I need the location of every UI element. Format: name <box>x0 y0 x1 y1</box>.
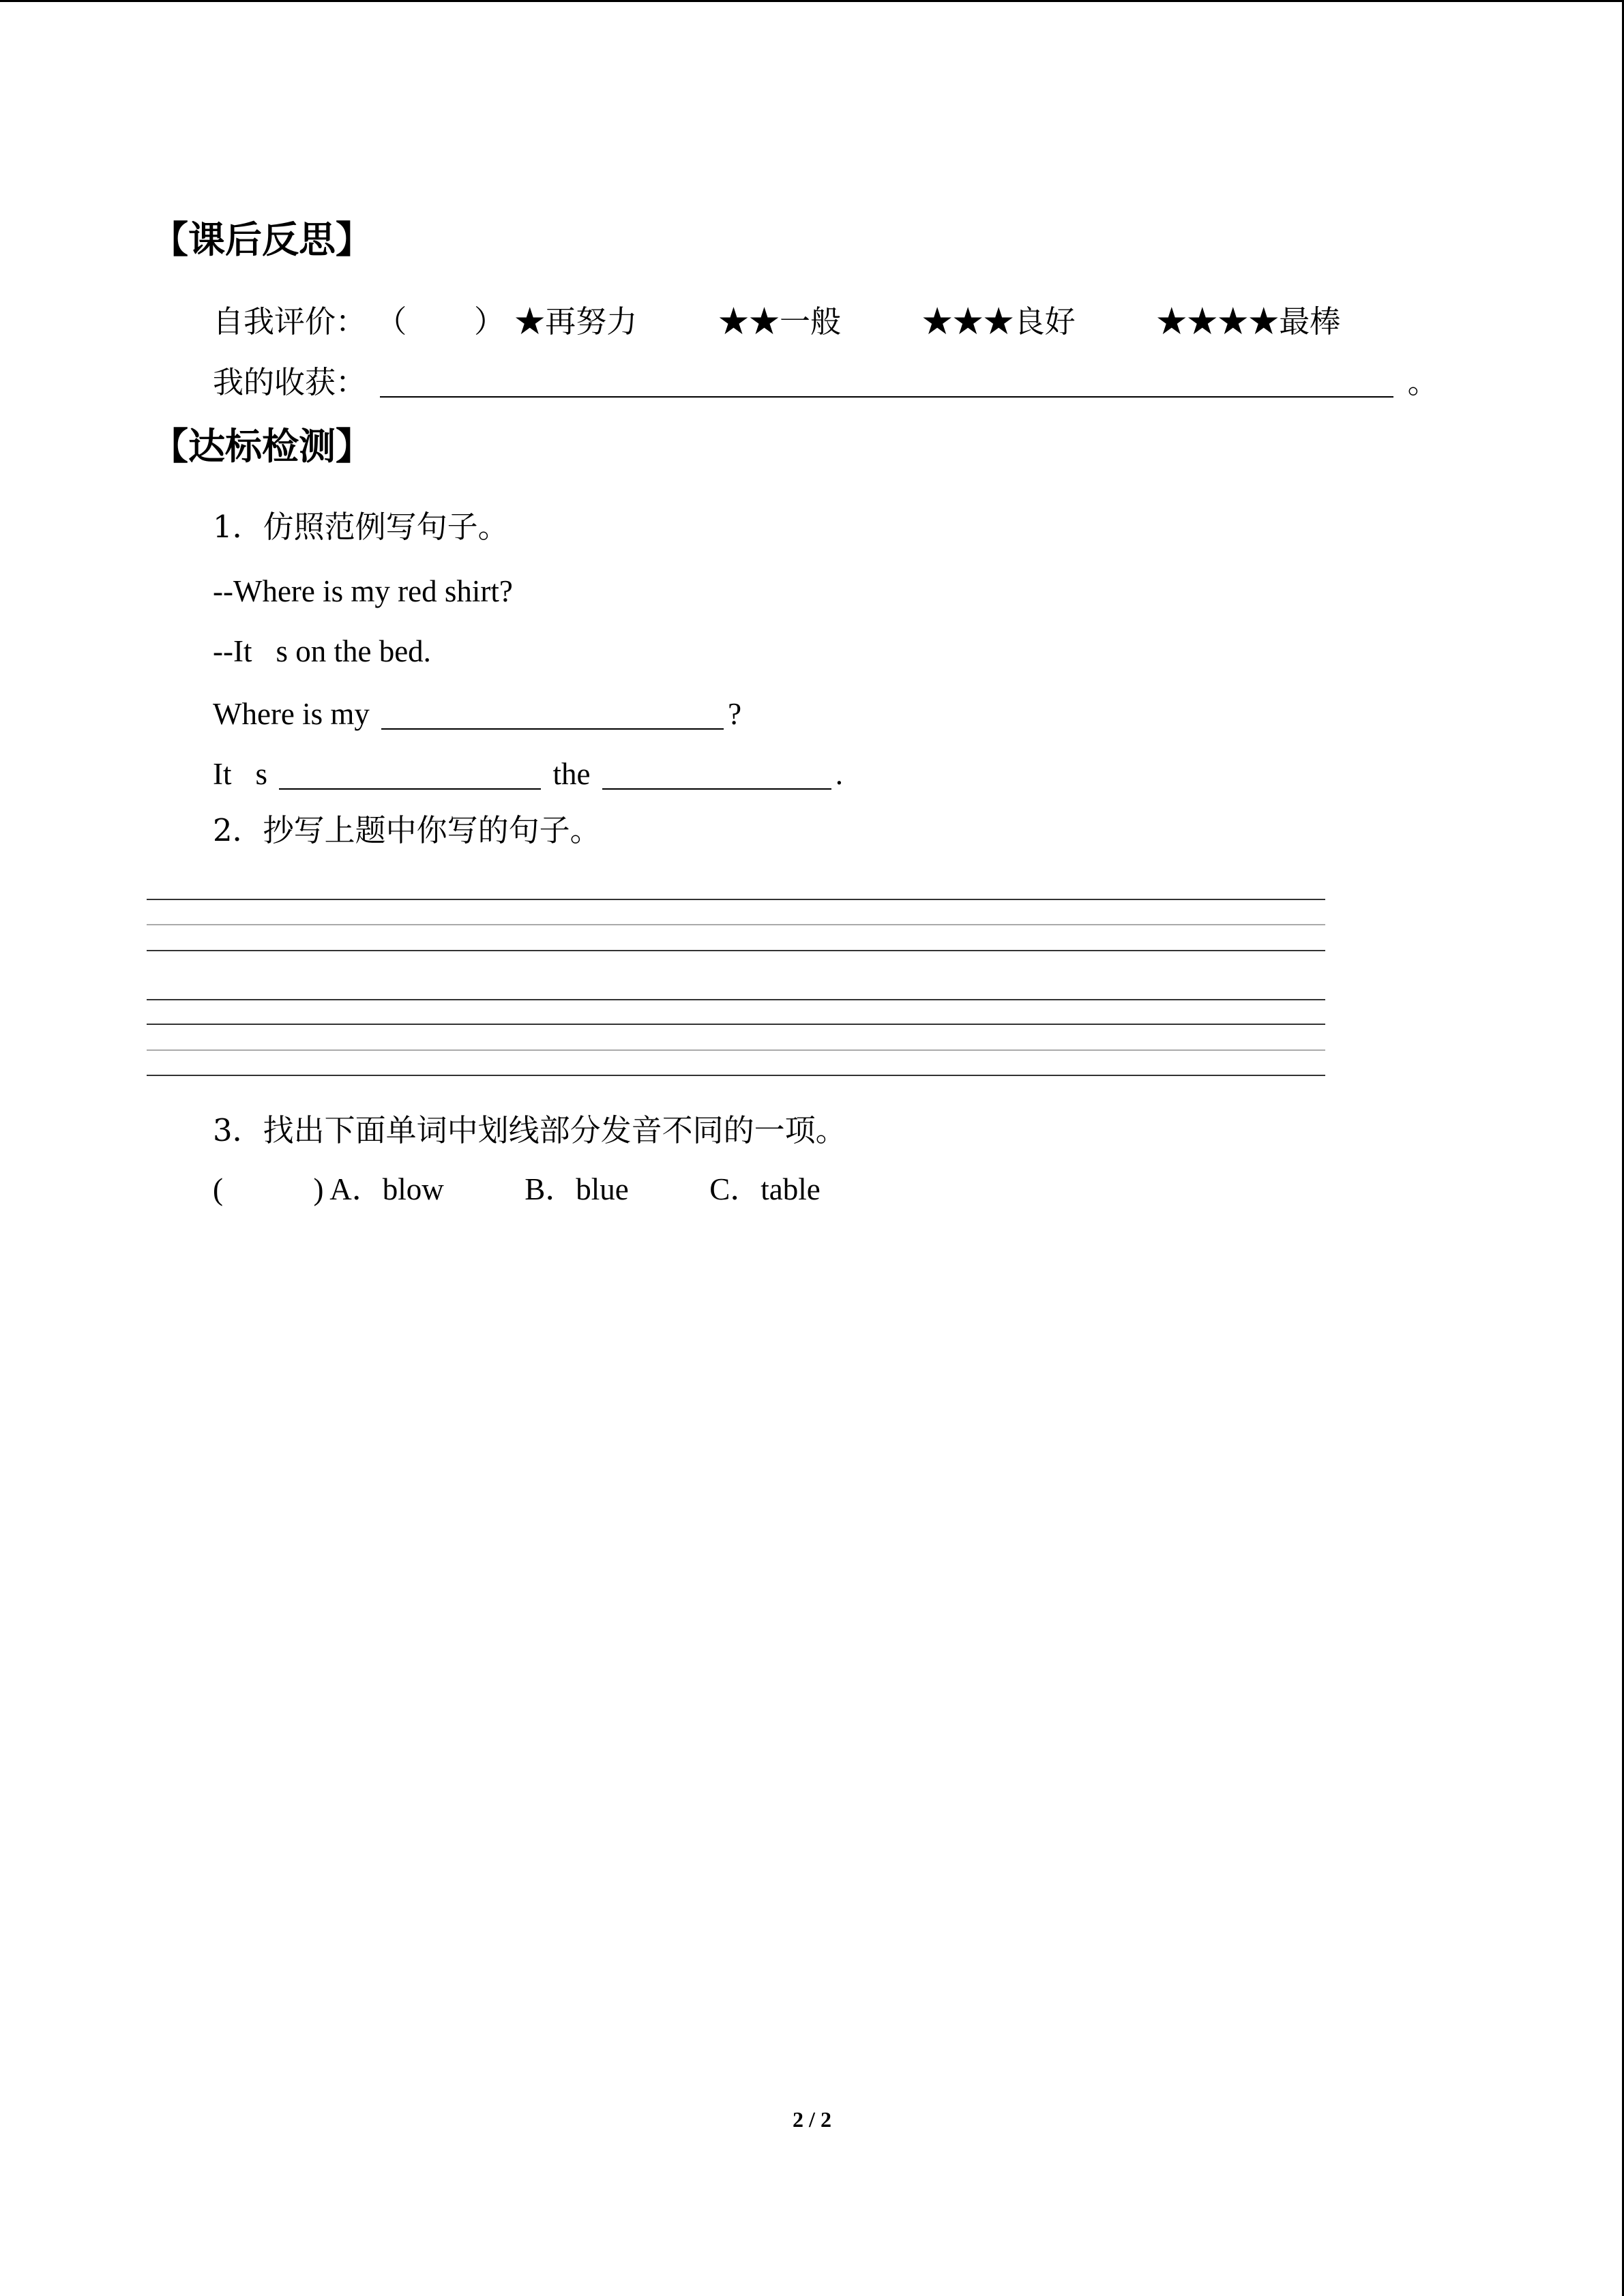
harvest-row <box>213 365 1438 398</box>
q3-option-b: B．blue <box>525 1172 629 1206</box>
q1-fill-question-row <box>213 697 741 730</box>
q1-fill-answer-prefix: It s <box>213 757 268 791</box>
handwriting-line-2-mid-upper[interactable] <box>147 1024 1325 1025</box>
handwriting-line-1-mid-upper[interactable] <box>147 924 1325 925</box>
self-evaluation-paren-open: （ <box>376 303 407 340</box>
section-heading-reflection: 【课后反思】 <box>151 218 372 261</box>
q3-paren-close: ) <box>313 1172 324 1206</box>
q1-fill-answer-mid: the <box>552 757 591 791</box>
q1-fill-question-prefix: Where is my <box>213 697 370 731</box>
q3-options-row <box>213 1174 821 1205</box>
q2-instruction: 2．抄写上题中你写的句子。 <box>213 812 601 848</box>
q1-fill-answer-blank-2[interactable] <box>602 757 831 790</box>
harvest-blank[interactable] <box>380 365 1393 398</box>
handwriting-line-1-top[interactable] <box>147 899 1325 900</box>
harvest-label: 我的收获： <box>213 364 367 400</box>
handwriting-line-2-top[interactable] <box>147 999 1325 1000</box>
q3-paren-open: ( <box>213 1172 223 1206</box>
self-evaluation-row <box>213 303 1341 340</box>
q1-example-question: --Where is my red shirt? <box>213 574 513 608</box>
q3-option-a: A．blow <box>329 1172 444 1206</box>
section-heading-assessment: 【达标检测】 <box>151 425 372 468</box>
rating-option-3: ★★★良好 <box>921 303 1076 340</box>
page-number: 2 / 2 <box>793 2107 831 2132</box>
q1-fill-question-suffix: ? <box>728 697 742 731</box>
rating-option-4: ★★★★最棒 <box>1156 303 1341 340</box>
handwriting-line-2-mid-lower[interactable] <box>147 1049 1325 1051</box>
self-evaluation-label: 自我评价： <box>213 303 367 340</box>
handwriting-line-2-baseline[interactable] <box>147 1075 1325 1076</box>
q1-instruction: 1．仿照范例写句子。 <box>213 509 509 545</box>
q1-fill-answer-row <box>213 757 843 790</box>
harvest-end-mark: 。 <box>1407 364 1438 400</box>
q3-option-c: C．table <box>709 1172 821 1206</box>
q3-instruction: 3．找出下面单词中划线部分发音不同的一项。 <box>213 1112 846 1148</box>
rating-option-1: ★再努力 <box>514 303 638 340</box>
q1-example-answer: --It s on the bed. <box>213 634 431 668</box>
q1-fill-answer-suffix: . <box>835 757 843 791</box>
rating-option-2: ★★一般 <box>718 303 841 340</box>
handwriting-line-1-baseline[interactable] <box>147 950 1325 951</box>
self-evaluation-paren-close: ） <box>473 303 505 340</box>
q1-fill-answer-blank-1[interactable] <box>279 757 541 790</box>
q1-fill-question-blank[interactable] <box>381 697 724 730</box>
